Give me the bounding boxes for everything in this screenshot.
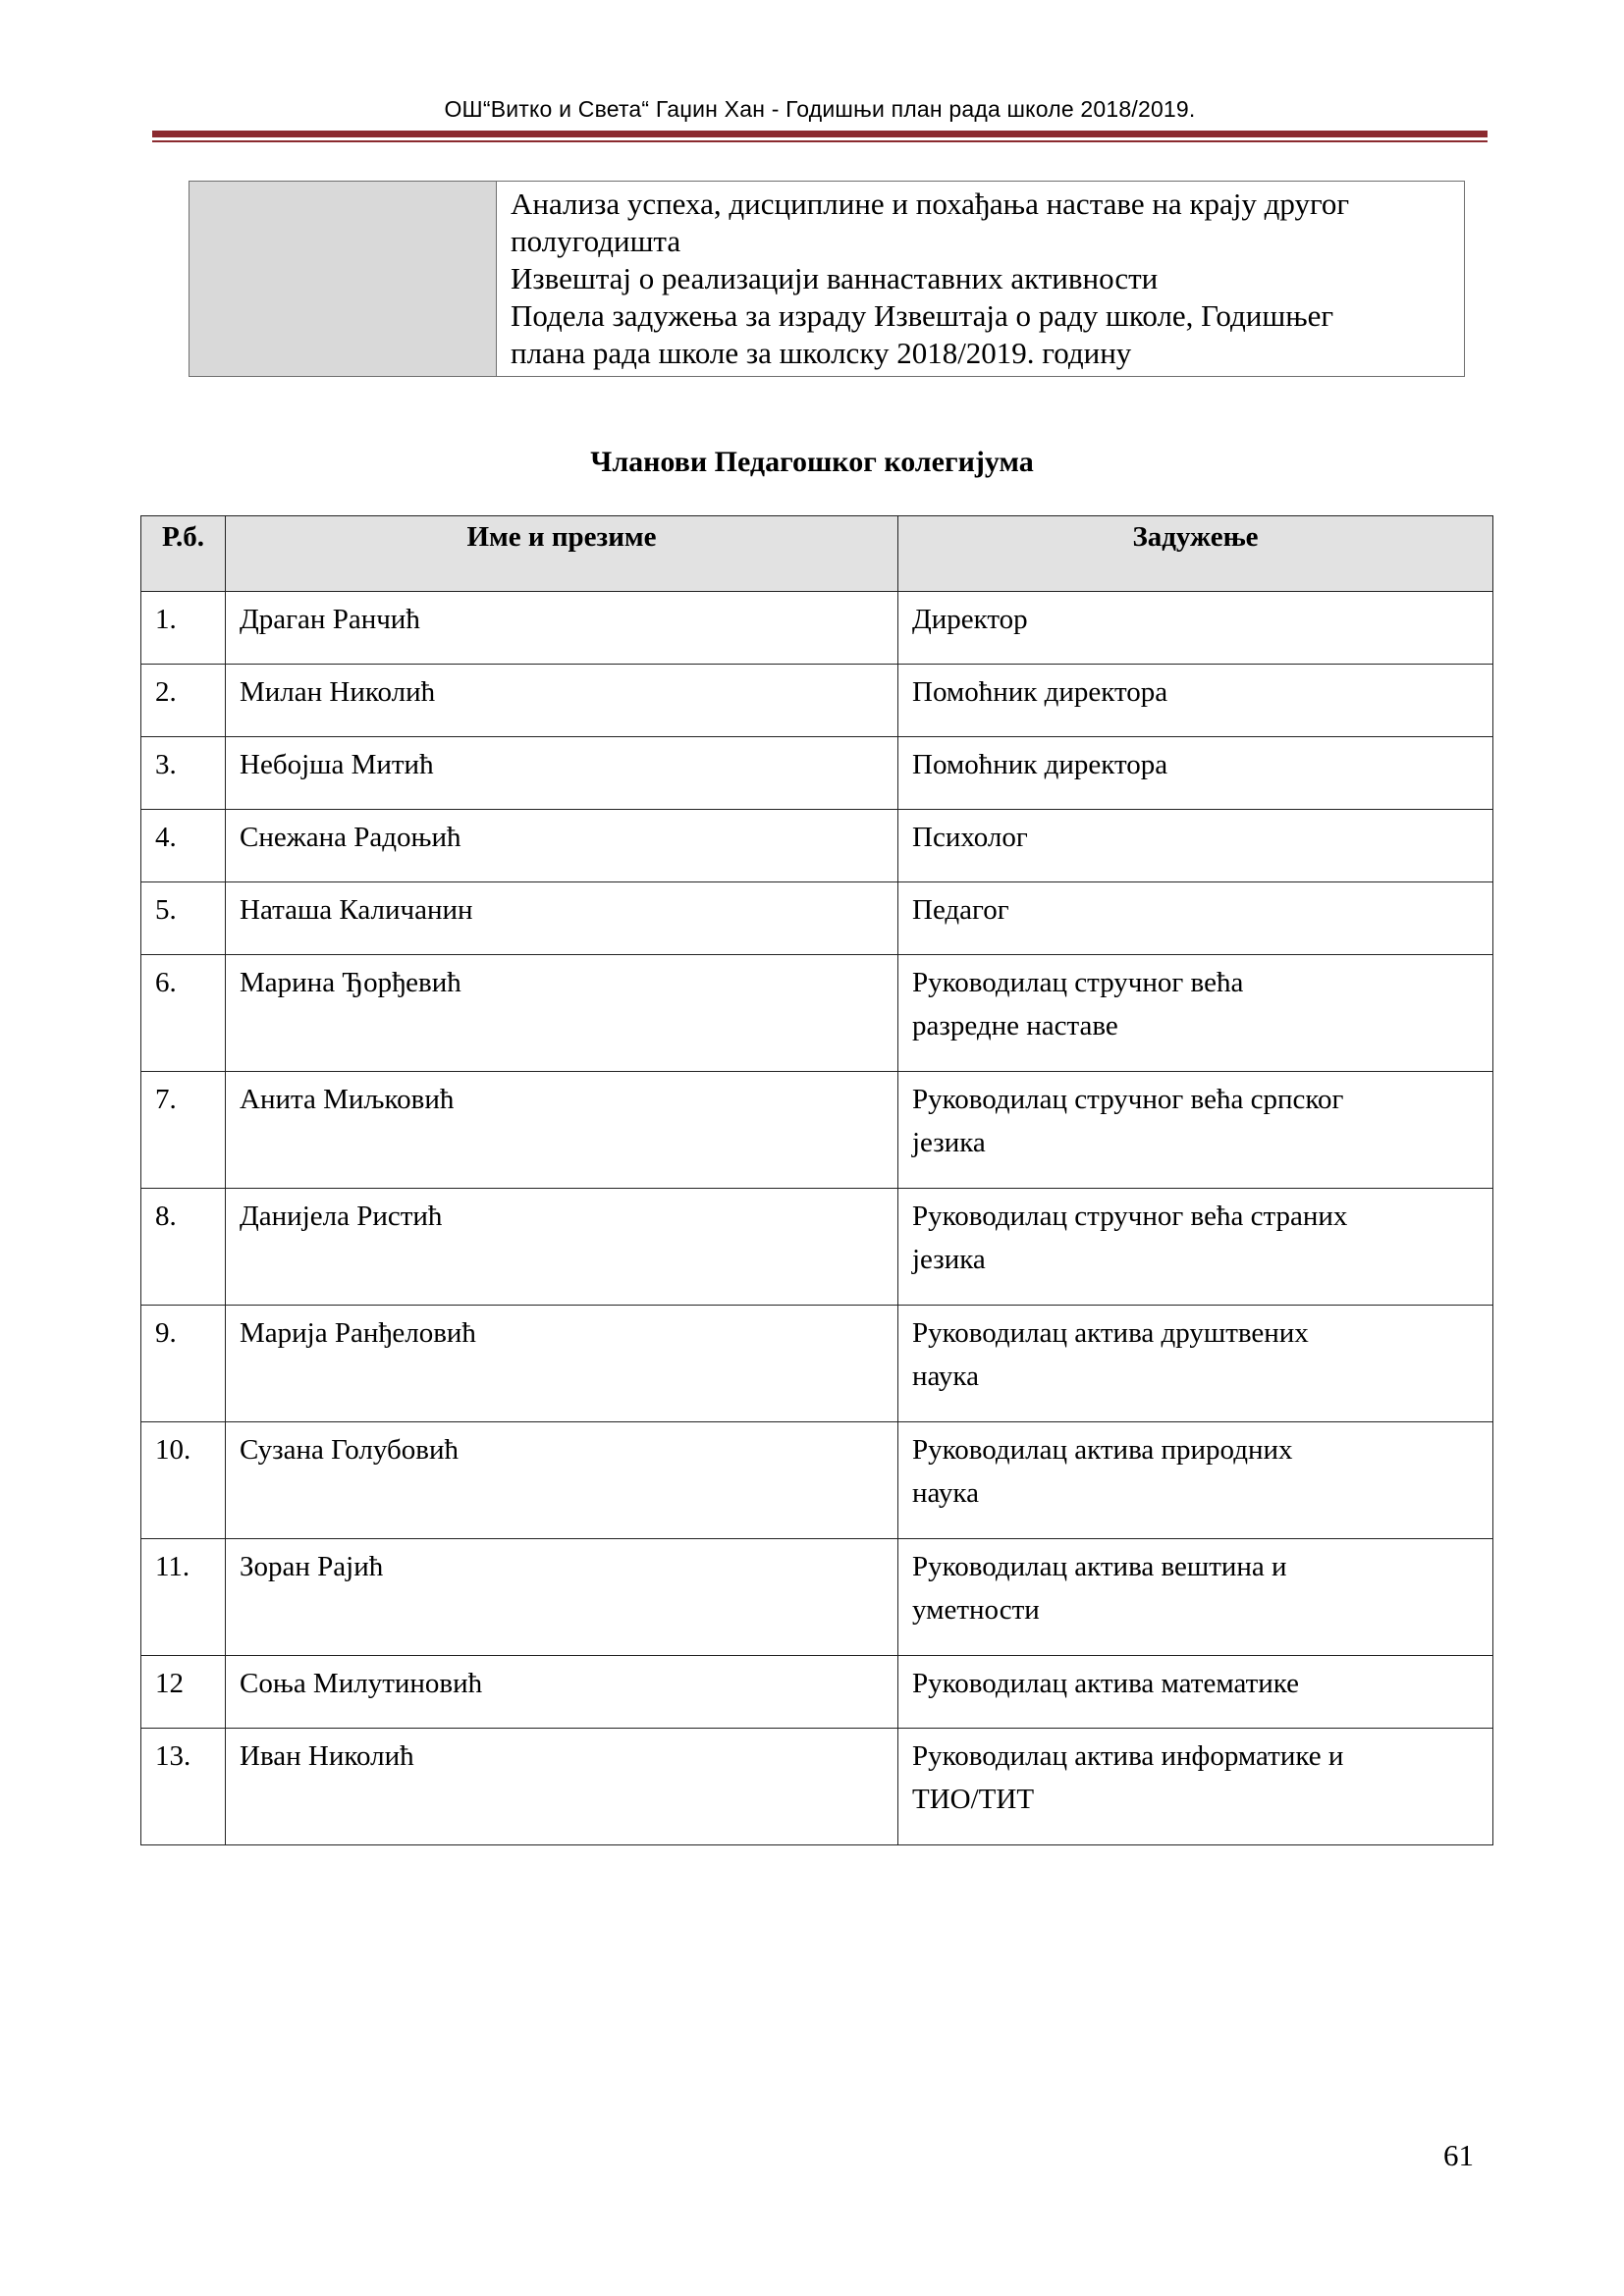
agenda-line: Извештај о реализацији ваннаставних активности (511, 261, 1159, 295)
member-duty (898, 665, 1493, 737)
duty-line: Психолог (912, 822, 1028, 853)
table-row (141, 1306, 1493, 1422)
empty-shaded-cell (189, 182, 497, 377)
header-duty: Задужење (898, 516, 1493, 592)
row-number: 12 (141, 1656, 226, 1729)
member-name: Данијела Ристић (226, 1189, 898, 1306)
duty-line: Руководилац актива друштвених (912, 1317, 1309, 1349)
duty-line: Руководилац актива математике (912, 1668, 1300, 1699)
duty-line: разредне наставе (912, 1010, 1118, 1041)
member-name: Драган Ранчић (226, 592, 898, 665)
duty-line: Руководилац стручног већа страних (912, 1201, 1348, 1232)
member-duty (898, 1539, 1493, 1656)
member-duty (898, 810, 1493, 882)
row-number: 6. (141, 955, 226, 1072)
members-table-body (141, 592, 1493, 1845)
table-row (141, 810, 1493, 882)
member-duty (898, 737, 1493, 810)
duty-line: Руководилац актива природних (912, 1434, 1293, 1466)
row-number: 2. (141, 665, 226, 737)
members-table (140, 515, 1493, 1845)
member-duty (898, 882, 1493, 955)
duty-line: Помоћник директора (912, 676, 1168, 708)
table-row (141, 882, 1493, 955)
table-row (141, 592, 1493, 665)
member-name: Снежана Радоњић (226, 810, 898, 882)
row-number: 7. (141, 1072, 226, 1189)
agenda-line: Подела задужења за израду Извештаја о раду школе, Годишњег (511, 298, 1334, 333)
member-duty (898, 1306, 1493, 1422)
member-name: Зоран Рајић (226, 1539, 898, 1656)
header-rule (152, 131, 1488, 137)
table-row (141, 955, 1493, 1072)
duty-line: Руководилац стручног већа српског (912, 1084, 1344, 1115)
duty-line: језика (912, 1127, 986, 1158)
table-row (141, 1656, 1493, 1729)
row-number: 8. (141, 1189, 226, 1306)
member-name: Сузана Голубовић (226, 1422, 898, 1539)
member-name: Анита Миљковић (226, 1072, 898, 1189)
duty-line: Руководилац актива вештина и (912, 1551, 1287, 1582)
member-name: Марија Ранђеловић (226, 1306, 898, 1422)
table-header-row (141, 516, 1493, 592)
table-row (141, 665, 1493, 737)
row-number: 5. (141, 882, 226, 955)
agenda-cell (497, 182, 1465, 377)
row-number: 1. (141, 592, 226, 665)
member-duty (898, 955, 1493, 1072)
duty-line: Педагог (912, 894, 1009, 926)
member-duty (898, 592, 1493, 665)
row-number: 3. (141, 737, 226, 810)
member-name: Наташа Каличанин (226, 882, 898, 955)
continued-table (189, 181, 1465, 377)
member-name: Милан Николић (226, 665, 898, 737)
duty-line: језика (912, 1244, 986, 1275)
header-number: Р.б. (141, 516, 226, 592)
duty-line: Руководилац стручног већа (912, 967, 1244, 998)
row-number: 13. (141, 1729, 226, 1845)
member-duty (898, 1189, 1493, 1306)
duty-line: наука (912, 1477, 979, 1509)
continued-table-row (189, 182, 1465, 377)
table-row (141, 1729, 1493, 1845)
member-name: Небојша Митић (226, 737, 898, 810)
member-duty (898, 1422, 1493, 1539)
agenda-line: плана рада школе за школску 2018/2019. годину (511, 336, 1132, 370)
duty-line: наука (912, 1361, 979, 1392)
duty-line: Руководилац актива информатике и (912, 1740, 1344, 1772)
table-row (141, 1422, 1493, 1539)
member-name: Соња Милутиновић (226, 1656, 898, 1729)
page-number: 61 (1443, 2138, 1474, 2172)
table-row (141, 737, 1493, 810)
agenda-line: полугодишта (511, 224, 681, 258)
member-duty (898, 1072, 1493, 1189)
table-row (141, 1539, 1493, 1656)
member-name: Иван Николић (226, 1729, 898, 1845)
member-duty (898, 1656, 1493, 1729)
header-name: Име и презиме (226, 516, 898, 592)
row-number: 9. (141, 1306, 226, 1422)
row-number: 4. (141, 810, 226, 882)
member-duty (898, 1729, 1493, 1845)
duty-line: ТИО/ТИТ (912, 1784, 1035, 1815)
member-name: Марина Ђорђевић (226, 955, 898, 1072)
running-header: ОШ“Витко и Света“ Гаџин Хан - Годишњи план рада школе 2018/2019. (444, 96, 1196, 122)
agenda-line: Анализа успеха, дисциплине и похађања наставе на крају другог (511, 187, 1350, 221)
duty-line: уметности (912, 1594, 1040, 1626)
table-row (141, 1072, 1493, 1189)
duty-line: Помоћник директора (912, 749, 1168, 780)
row-number: 10. (141, 1422, 226, 1539)
duty-line: Директор (912, 604, 1028, 635)
table-row (141, 1189, 1493, 1306)
section-title: Чланови Педагошког колегијума (590, 446, 1034, 478)
header-rule-thin (152, 140, 1488, 142)
row-number: 11. (141, 1539, 226, 1656)
